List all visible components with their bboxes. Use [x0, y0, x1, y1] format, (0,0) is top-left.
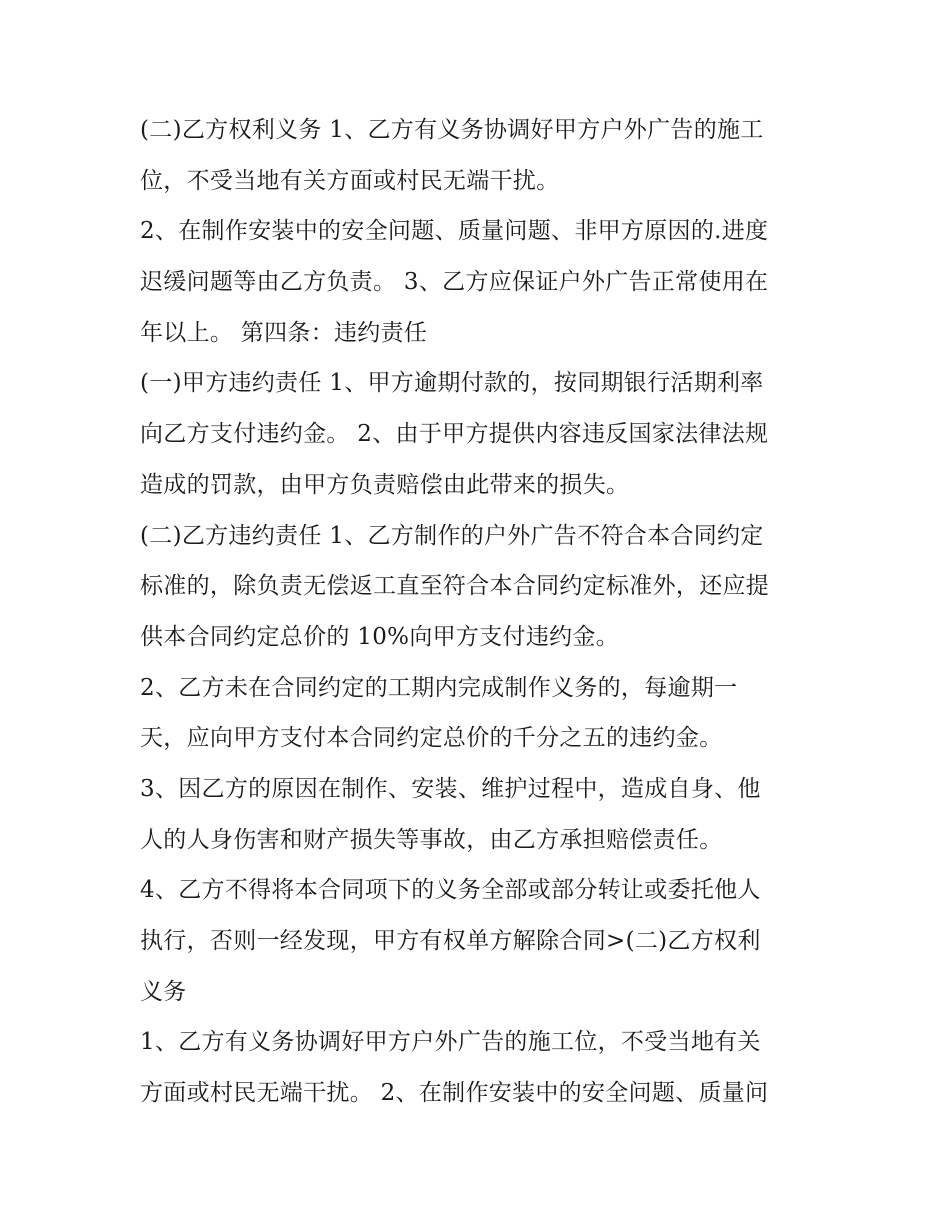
text-line: 2、在制作安装中的安全问题、质量问题、非甲方原因的.进度 — [140, 218, 769, 245]
text-line: 天，应向甲方支付本合同约定总价的千分之五的违约金。 — [140, 725, 723, 752]
text-line: 4、乙方不得将本合同项下的义务全部或部分转让或委托他人 — [140, 877, 761, 904]
text-line: 义务 — [140, 978, 187, 1005]
text-line: 年以上。 第四条：违约责任 — [140, 319, 428, 346]
text-line: 执行，否则一经发现，甲方有权单方解除合同>(二)乙方权利 — [140, 928, 761, 954]
text-line: (一)甲方违约责任 1、甲方逾期付款的，按同期银行活期利率 — [140, 370, 764, 397]
text-line: 3、因乙方的原因在制作、安装、维护过程中，造成自身、他 — [140, 775, 761, 802]
text-line: 供本合同约定总价的 10%向甲方支付违约金。 — [140, 623, 620, 650]
document-body — [140, 105, 820, 1119]
text-line: 1、乙方有义务协调好甲方户外广告的施工位，不受当地有关 — [140, 1029, 761, 1056]
text-line: (二)乙方权利义务 1、乙方有义务协调好甲方户外广告的施工 — [140, 117, 764, 143]
text-line: 2、乙方未在合同约定的工期内完成制作义务的，每逾期一 — [140, 674, 738, 701]
text-line: 位，不受当地有关方面或村民无端干扰。 — [140, 167, 560, 194]
text-line: 迟缓问题等由乙方负责。 3、乙方应保证户外广告正常使用在 — [140, 269, 769, 296]
text-line: 造成的罚款，由甲方负责赔偿由此带来的损失。 — [140, 471, 630, 498]
text-line: 向乙方支付违约金。 2、由于甲方提供内容违反国家法律法规 — [140, 421, 769, 448]
text-line: (二)乙方违约责任 1、乙方制作的户外广告不符合本合同约定 — [140, 522, 764, 549]
text-line: 方面或村民无端干扰。 2、在制作安装中的安全问题、质量问 — [140, 1080, 769, 1107]
text-line: 人的人身伤害和财产损失等事故，由乙方承担赔偿责任。 — [140, 826, 723, 853]
text-line: 标准的，除负责无偿返工直至符合本合同约定标准外，还应提 — [140, 573, 770, 600]
